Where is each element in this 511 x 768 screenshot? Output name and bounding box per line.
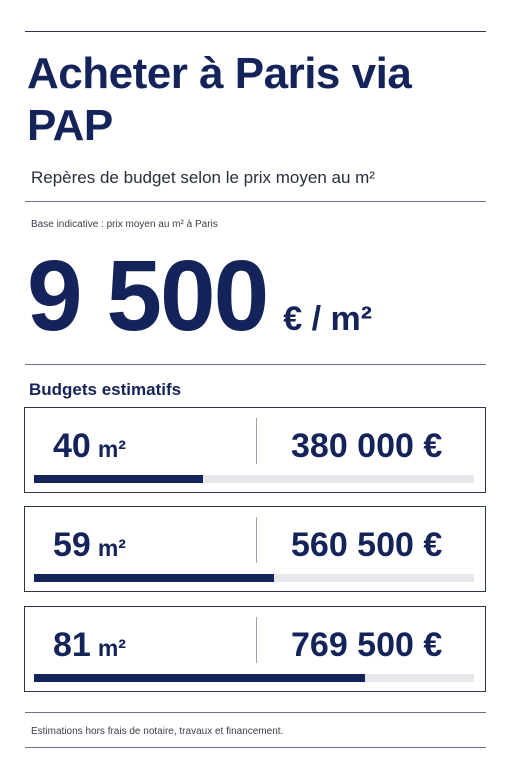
budget-area-value: 81	[53, 626, 91, 664]
budget-bar-fill	[34, 574, 274, 582]
budget-area	[53, 525, 126, 565]
base-price-value: 9 500	[27, 240, 268, 352]
budget-area-value: 40	[53, 427, 91, 465]
budget-area	[53, 426, 126, 466]
base-price	[27, 240, 373, 352]
budget-card-81	[24, 606, 486, 692]
budget-bar-fill	[34, 475, 203, 483]
footnote-rule-top	[25, 712, 486, 713]
budget-area-unit: m²	[97, 436, 126, 462]
budget-divider	[256, 617, 257, 663]
budgets-section-title: Budgets estimatifs	[29, 380, 182, 399]
base-price-unit: € / m²	[283, 300, 373, 338]
budget-area	[53, 625, 126, 665]
subtitle-rule	[25, 201, 486, 202]
page-subtitle: Repères de budget selon le prix moyen au m²	[31, 168, 375, 187]
budget-price: 769 500 €	[291, 626, 443, 664]
base-price-rule	[25, 364, 486, 365]
budget-divider	[256, 517, 257, 563]
top-rule	[25, 31, 486, 32]
budget-card-40	[24, 407, 486, 493]
budget-bar-track	[34, 674, 474, 682]
budget-area-unit: m²	[97, 635, 126, 661]
budget-area-unit: m²	[97, 535, 126, 561]
footnote-rule-bottom	[25, 747, 486, 748]
budget-area-value: 59	[53, 526, 91, 564]
budget-bar-track	[34, 475, 474, 483]
base-price-label: Base indicative : prix moyen au m² à Paris	[31, 219, 218, 230]
budget-bar-track	[34, 574, 474, 582]
budget-card-59	[24, 506, 486, 592]
budget-price: 380 000 €	[291, 427, 443, 465]
budget-bar-fill	[34, 674, 365, 682]
budget-price: 560 500 €	[291, 526, 443, 564]
footnote: Estimations hors frais de notaire, travaux et financement.	[31, 726, 284, 737]
budget-divider	[256, 418, 257, 464]
page-title: Acheter à Paris via PAP	[27, 49, 412, 150]
